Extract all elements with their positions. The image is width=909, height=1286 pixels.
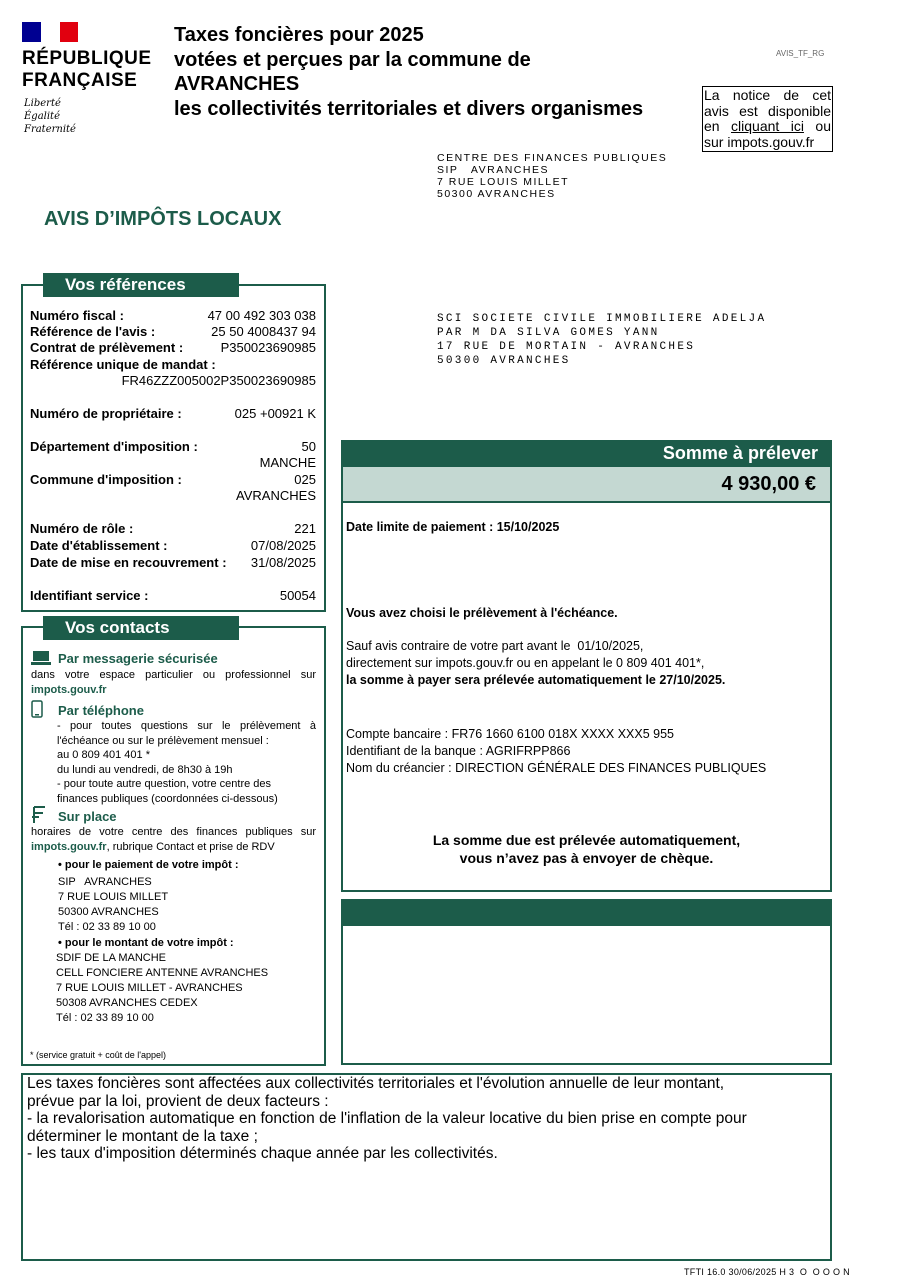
place-title: Sur place xyxy=(58,809,117,824)
payment-conclusion: La somme due est prélevée automatiquement, vous n’avez pas à envoyer de chèque. xyxy=(432,832,741,866)
info-box: Les taxes foncières sont affectées aux collectivités territoriales et l'évolution annuelle de leur montant, prévue par la loi, provient de deux facteurs : - la revalorisation automatique en fonction de l'inflation de la valeur locative du bien prise en compte pour déterminer le montant de la taxe ; - les taux d'imposition déterminés chaque année par les collectivités. xyxy=(21,1073,832,1261)
date-limite: Date limite de paiement : 15/10/2025 xyxy=(346,520,560,534)
etablissement-row: Date d'établissement : 07/08/2025 xyxy=(30,538,316,553)
montant-title: • pour le montant de votre impôt : xyxy=(58,937,234,949)
montant-address: SDIF DE LA MANCHE CELL FONCIERE ANTENNE AVRANCHES 7 RUE LOUIS MILLET - AVRANCHES 50308 AVRANCHES CEDEX Tél : 02 33 89 10 00 xyxy=(56,952,269,1024)
commune-row: Commune d'imposition : 025 xyxy=(30,472,316,487)
contacts-tab: Vos contacts xyxy=(43,616,239,640)
place-site-link[interactable]: impots.gouv.fr xyxy=(31,840,107,853)
departement-row: Département d'imposition : 50 xyxy=(30,439,316,454)
messagerie-text: dans votre espace particulier ou professionnel sur impots.gouv.fr xyxy=(31,669,316,696)
proprietaire-row: Numéro de propriétaire : 025 +00921 K xyxy=(30,406,316,421)
republique-motto: Liberté Égalité Fraternité xyxy=(24,98,76,135)
rum-row: Référence unique de mandat : xyxy=(30,357,216,372)
notice-link[interactable]: cliquant ici xyxy=(731,118,804,134)
references-tab: Vos références xyxy=(43,273,239,297)
paiement-title: • pour le paiement de votre impôt : xyxy=(58,859,239,871)
role-row: Numéro de rôle : 221 xyxy=(30,521,316,536)
ref-avis-row: Référence de l'avis : 25 50 4008437 94 xyxy=(30,324,316,339)
centre-finances-address: CENTRE DES FINANCES PUBLIQUES SIP AVRANCHES 7 RUE LOUIS MILLET 50300 AVRANCHES xyxy=(437,152,668,200)
republique-flag-logo xyxy=(22,22,78,42)
republique-francaise-logo-text: RÉPUBLIQUE FRANÇAISE xyxy=(22,48,152,91)
somme-a-prelever-amount: 4 930,00 € xyxy=(341,467,832,503)
second-box-header xyxy=(341,899,832,926)
contrat-row: Contrat de prélèvement : P350023690985 xyxy=(30,340,316,355)
numero-fiscal-row: Numéro fiscal : 47 00 492 303 038 xyxy=(30,308,316,323)
somme-a-prelever-header: Somme à prélever xyxy=(341,440,832,467)
second-box xyxy=(341,924,832,1065)
document-code: AVIS_TF_RG xyxy=(776,49,825,58)
page-title: Taxes foncières pour 2025 votées et perçues par la commune de AVRANCHES les collectivités territoriales et divers organismes xyxy=(174,24,644,120)
document-title: AVIS D’IMPÔTS LOCAUX xyxy=(44,208,282,230)
telephone-title: Par téléphone xyxy=(58,703,144,718)
paiement-address: SIP AVRANCHES 7 RUE LOUIS MILLET 50300 AVRANCHES Tél : 02 33 89 10 00 xyxy=(58,876,169,933)
contacts-footnote: * (service gratuit + coût de l'appel) xyxy=(30,1050,167,1060)
place-text: horaires de votre centre des finances publiques sur impots.gouv.fr, rubrique Contact et prise de RDV xyxy=(31,826,316,853)
bank-details: Compte bancaire : FR76 1660 6100 018X XXXX XXX5 955 Identifiant de la banque : AGRIFRPP866 Nom du créancier : DIRECTION GÉNÉRALE DES FINANCES PUBLIQUES xyxy=(346,727,767,775)
notice-box: La notice de cet avis est disponible en cliquant ici ou sur impots.gouv.fr xyxy=(702,86,833,152)
footer-code: TFTI 16.0 30/06/2025 H 3 O O O O N xyxy=(684,1267,850,1277)
choix-prelevement: Vous avez choisi le prélèvement à l'échéance. xyxy=(346,606,618,620)
service-row: Identifiant service : 50054 xyxy=(30,588,316,603)
recipient-address: SCI SOCIETE CIVILE IMMOBILIERE ADELJA PAR M DA SILVA GOMES YANN 17 RUE DE MORTAIN - AVRANCHES 50300 AVRANCHES xyxy=(437,313,767,367)
messagerie-title: Par messagerie sécurisée xyxy=(58,651,218,666)
recouvrement-row: Date de mise en recouvrement : 31/08/2025 xyxy=(30,555,316,570)
sauf-avis: Sauf avis contraire de votre part avant le 01/10/2025, directement sur impots.gouv.fr ou en appelant le 0 809 401 401*, la somme à payer sera prélevée automatiquement le 27/10/2025. xyxy=(346,639,726,687)
phone-icon xyxy=(31,700,43,723)
telephone-text: - pour toutes questions sur le prélèvement à l'échéance ou sur le prélèvement mensuel : au 0 809 401 401 * du lundi au vendredi, de 8h30 à 19h - pour toute autre question, votre centre des finances publiques (coordonnées ci-dessous) xyxy=(57,720,316,805)
messagerie-site-link[interactable]: impots.gouv.fr xyxy=(31,683,107,696)
